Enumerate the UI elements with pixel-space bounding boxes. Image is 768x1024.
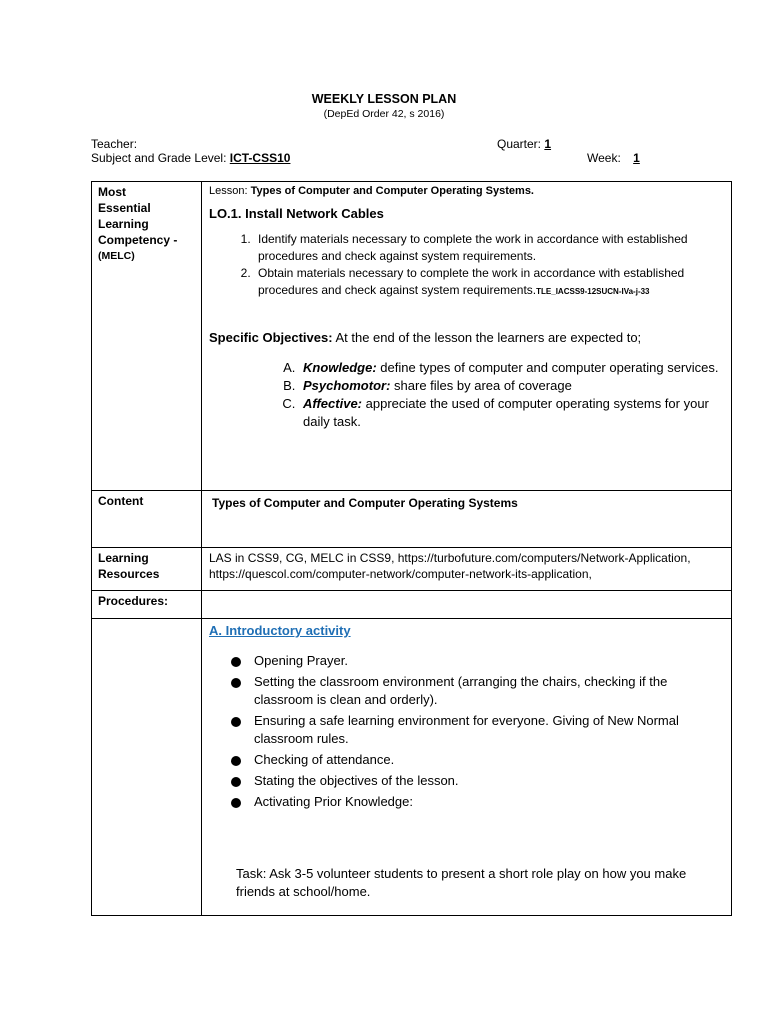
melc-item-text: Identify materials necessary to complete the work in accordance with established procedures and check against system requirements. [258, 232, 688, 263]
week-value: 1 [633, 151, 640, 165]
activities-cell [202, 619, 732, 916]
week-field [587, 151, 640, 165]
objective-item [299, 377, 724, 395]
melc-item [254, 265, 724, 300]
lesson-title: Types of Computer and Computer Operating Systems. [250, 185, 534, 197]
resources-text: LAS in CSS9, CG, MELC in CSS9, https://turbofuture.com/computers/Network-Application, https://quescol.com/computer-network/computer-network-its-application, [209, 551, 691, 581]
lesson-line [209, 184, 724, 198]
subject-label: Subject and Grade Level: [91, 151, 227, 165]
activity-item [231, 673, 724, 709]
activity-text: Checking of attendance. [254, 752, 395, 767]
spec-label: Specific Objectives: [209, 330, 333, 345]
page-title: WEEKLY LESSON PLAN [311, 92, 457, 106]
bullet-icon [231, 756, 241, 766]
learning-outcome: LO.1. Install Network Cables [209, 206, 384, 221]
bullet-icon [231, 717, 241, 727]
procedures-empty-cell [202, 591, 732, 619]
resources-label-line: Resources [98, 567, 160, 581]
objectives-list [209, 359, 724, 431]
activity-list [209, 652, 724, 811]
activities-label-empty [92, 619, 202, 916]
melc-content [202, 182, 732, 491]
week-label: Week: [587, 151, 621, 165]
melc-row [92, 182, 732, 491]
activity-item [231, 751, 724, 769]
quarter-field [497, 137, 551, 151]
melc-item-text: Obtain materials necessary to complete the work in accordance with established procedures and check against system requirements. [258, 266, 685, 297]
bullet-icon [231, 798, 241, 808]
content-label: Content [92, 491, 202, 548]
objective-item [299, 395, 724, 431]
melc-label-sub: (MELC) [98, 250, 135, 262]
resources-label [92, 548, 202, 591]
content-text: Types of Computer and Computer Operating Systems [212, 496, 518, 510]
melc-label-line: Learning [98, 217, 149, 231]
lesson-plan-table [91, 181, 732, 916]
task-text: Task: Ask 3-5 volunteer students to present a short role play on how you make friends at school/home. [236, 866, 687, 899]
subject-value: ICT-CSS10 [229, 151, 291, 165]
melc-code: TLE_IACSS9-12SUCN-IVa-j-33 [536, 287, 650, 296]
quarter-value: 1 [544, 137, 552, 151]
activity-item [231, 712, 724, 748]
objective-label: Psychomotor: [303, 378, 391, 393]
teacher-label: Teacher: [91, 137, 138, 151]
objective-item [299, 359, 724, 377]
objective-text: define types of computer and computer operating services. [380, 360, 719, 375]
activity-text: Setting the classroom environment (arranging the chairs, checking if the classroom is clean and orderly). [254, 674, 668, 707]
bullet-icon [231, 678, 241, 688]
melc-list [209, 231, 724, 300]
melc-label [92, 182, 202, 491]
specific-objectives [209, 330, 724, 345]
melc-label-line: Most [98, 185, 126, 199]
activity-text: Ensuring a safe learning environment for everyone. Giving of New Normal classroom rules. [254, 713, 679, 746]
melc-label-line: Competency - [98, 233, 178, 247]
page-subtitle: (DepEd Order 42, s 2016) [323, 108, 445, 120]
objective-label: Affective: [303, 396, 363, 411]
subject-field [91, 151, 290, 165]
bullet-icon [231, 657, 241, 667]
lesson-prefix: Lesson: [209, 185, 248, 197]
resources-row [92, 548, 732, 591]
activity-item [231, 652, 724, 670]
resources-cell [202, 548, 732, 591]
activities-row [92, 619, 732, 916]
activity-item [231, 772, 724, 790]
spec-text: At the end of the lesson the learners are expected to; [335, 330, 642, 345]
activity-item [231, 793, 724, 811]
quarter-label: Quarter: [497, 137, 542, 151]
melc-label-line: Essential [98, 201, 151, 215]
procedures-row [92, 591, 732, 619]
content-row [92, 491, 732, 548]
procedures-label: Procedures: [92, 591, 202, 619]
activity-text: Stating the objectives of the lesson. [254, 773, 459, 788]
objective-label: Knowledge: [303, 360, 377, 375]
resources-label-line: Learning [98, 551, 149, 565]
objective-text: appreciate the used of computer operating systems for your daily task. [303, 396, 709, 429]
activity-text: Activating Prior Knowledge: [254, 794, 413, 809]
melc-item [254, 231, 724, 265]
bullet-icon [231, 777, 241, 787]
content-cell [202, 491, 732, 548]
intro-activity-link[interactable]: A. Introductory activity [209, 623, 351, 638]
activity-text: Opening Prayer. [254, 653, 348, 668]
objective-text: share files by area of coverage [394, 378, 572, 393]
